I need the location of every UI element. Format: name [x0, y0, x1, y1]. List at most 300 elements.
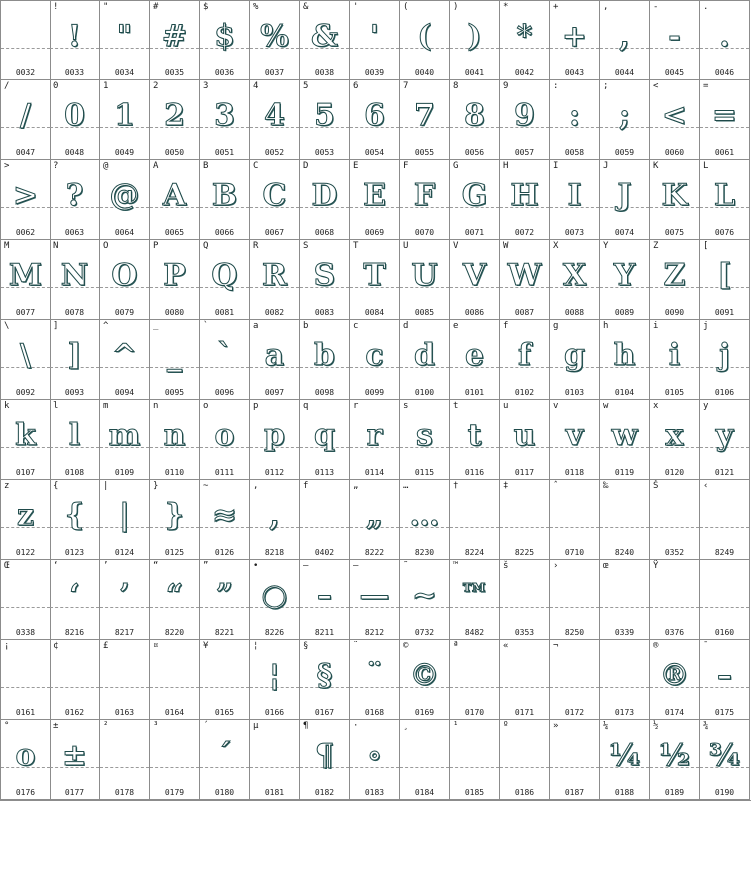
- baseline-guide: [1, 607, 50, 608]
- character-label: …: [403, 481, 409, 491]
- character-code: 8250: [564, 628, 585, 637]
- character-label: w: [603, 401, 609, 411]
- baseline-guide: [200, 687, 249, 688]
- character-label: R: [253, 241, 259, 251]
- glyph-cell: [300, 320, 350, 400]
- character-label: ¤: [153, 641, 159, 651]
- glyph-sample: ": [116, 19, 133, 54]
- character-label: Œ: [4, 561, 10, 571]
- glyph-cell: [550, 240, 600, 320]
- character-code: 0085: [414, 308, 435, 317]
- glyph-sample: C: [262, 178, 287, 213]
- glyph-cell: [100, 320, 150, 400]
- character-code: 0175: [714, 708, 735, 717]
- character-label: ¢: [53, 641, 59, 651]
- character-code: 0061: [714, 148, 735, 157]
- baseline-guide: [50, 687, 99, 688]
- character-label: n: [153, 401, 159, 411]
- glyph-sample: F: [413, 178, 436, 213]
- glyph-sample: $: [214, 19, 235, 54]
- character-code: 0101: [464, 388, 485, 397]
- character-code: 0173: [614, 708, 635, 717]
- character-label: ¥: [203, 641, 209, 651]
- character-label: ¯: [703, 641, 709, 651]
- glyph-sample: ´: [217, 738, 232, 773]
- glyph-sample: ‘: [69, 578, 80, 613]
- glyph-sample: b: [314, 338, 335, 373]
- glyph-sample: S: [313, 258, 336, 293]
- glyph-sample: r: [366, 418, 383, 453]
- character-label: ›: [553, 561, 559, 571]
- glyph-sample: 4: [264, 98, 285, 133]
- character-label: 6: [353, 81, 359, 91]
- character-label: Ÿ: [653, 561, 659, 571]
- glyph-sample: M: [8, 258, 43, 293]
- glyph-cell: [200, 560, 250, 640]
- glyph-sample: ©: [409, 658, 440, 693]
- glyph-sample: 6: [364, 98, 385, 133]
- glyph-cell: [150, 400, 200, 480]
- character-code: 0052: [264, 148, 285, 157]
- glyph-sample: .: [719, 19, 730, 54]
- glyph-sample: 9: [514, 98, 535, 133]
- glyph-sample: \: [20, 338, 31, 373]
- character-code: 0164: [164, 708, 185, 717]
- glyph-sample: ?: [65, 178, 84, 213]
- glyph-sample: l: [68, 418, 81, 453]
- character-label: ’: [103, 561, 109, 571]
- glyph-sample: ): [467, 19, 482, 54]
- character-label: f: [303, 481, 309, 491]
- character-label: <: [653, 81, 659, 91]
- character-code: 0075: [664, 228, 685, 237]
- character-code: 0118: [564, 468, 585, 477]
- character-label: o: [203, 401, 209, 411]
- character-label: ‰: [603, 481, 609, 491]
- character-label: „: [353, 481, 359, 491]
- character-label: ¡: [4, 641, 10, 651]
- glyph-cell: [700, 400, 750, 480]
- glyph-cell: [150, 0, 200, 80]
- glyph-sample: K: [661, 178, 688, 213]
- character-code: 0040: [414, 68, 435, 77]
- character-code: 0353: [514, 628, 535, 637]
- character-label: º: [503, 721, 509, 731]
- character-code: 0176: [15, 788, 36, 797]
- glyph-cell: [50, 320, 100, 400]
- glyph-cell: [250, 400, 300, 480]
- glyph-sample: v: [565, 418, 584, 453]
- character-label: °: [4, 721, 10, 731]
- character-code: 8230: [414, 548, 435, 557]
- character-code: 0096: [214, 388, 235, 397]
- character-code: 0172: [564, 708, 585, 717]
- baseline-guide: [600, 607, 649, 608]
- character-code: 8211: [314, 628, 335, 637]
- glyph-sample: e: [464, 338, 485, 373]
- glyph-sample: 3: [214, 98, 235, 133]
- character-code: 0088: [564, 308, 585, 317]
- glyph-cell: [450, 480, 500, 560]
- baseline-guide: [100, 687, 149, 688]
- glyph-cell: [200, 480, 250, 560]
- glyph-sample: y: [715, 418, 734, 453]
- character-label: 1: [103, 81, 109, 91]
- glyph-sample: h: [613, 338, 636, 373]
- glyph-cell: [150, 560, 200, 640]
- glyph-cell: [450, 160, 500, 240]
- character-code: 0123: [64, 548, 85, 557]
- character-label: M: [4, 241, 10, 251]
- character-code: 0081: [214, 308, 235, 317]
- glyph-sample: @: [109, 178, 140, 213]
- character-label: E: [353, 161, 359, 171]
- glyph-cell: [50, 80, 100, 160]
- glyph-sample: {: [64, 498, 85, 533]
- character-label: :: [553, 81, 559, 91]
- character-label: ?: [53, 161, 59, 171]
- character-code: 0082: [264, 308, 285, 317]
- character-label: •: [253, 561, 259, 571]
- glyph-sample: =: [711, 98, 738, 133]
- character-code: 0116: [464, 468, 485, 477]
- glyph-sample: 7: [414, 98, 435, 133]
- glyph-cell: [150, 320, 200, 400]
- character-code: 0089: [614, 308, 635, 317]
- character-code: 0090: [664, 308, 685, 317]
- character-code: 8218: [264, 548, 285, 557]
- glyph-sample: —: [359, 578, 390, 613]
- baseline-guide: [650, 527, 699, 528]
- glyph-cell: [350, 80, 400, 160]
- glyph-sample: x: [665, 418, 684, 453]
- character-code: 0095: [164, 388, 185, 397]
- glyph-cell: [0, 640, 51, 720]
- glyph-sample: N: [60, 258, 89, 293]
- glyph-sample: L: [713, 178, 736, 213]
- glyph-cell: [300, 160, 350, 240]
- character-code: 0174: [664, 708, 685, 717]
- glyph-cell: [600, 400, 650, 480]
- character-code: 0181: [264, 788, 285, 797]
- glyph-sample: Q: [211, 258, 238, 293]
- character-label: ,: [253, 481, 259, 491]
- baseline-guide: [500, 687, 549, 688]
- character-label: ™: [453, 561, 459, 571]
- glyph-cell: [450, 80, 500, 160]
- glyph-cell: [100, 480, 150, 560]
- glyph-sample: ': [369, 19, 380, 54]
- character-label: G: [453, 161, 459, 171]
- glyph-cell: [350, 160, 400, 240]
- glyph-cell: [250, 160, 300, 240]
- character-label: r: [353, 401, 359, 411]
- character-code: 0338: [15, 628, 36, 637]
- glyph-sample: >: [12, 178, 39, 213]
- glyph-sample: [: [717, 258, 732, 293]
- character-code: 8212: [364, 628, 385, 637]
- glyph-sample: ,: [269, 498, 280, 533]
- glyph-sample: (: [417, 19, 432, 54]
- glyph-sample: ¼: [608, 738, 641, 773]
- character-code: 0059: [614, 148, 635, 157]
- character-label: @: [103, 161, 109, 171]
- character-code: 0039: [364, 68, 385, 77]
- character-label: q: [303, 401, 309, 411]
- glyph-cell: [650, 560, 700, 640]
- character-code: 0093: [64, 388, 85, 397]
- character-label: D: [303, 161, 309, 171]
- character-code: 0034: [114, 68, 135, 77]
- glyph-sample: ;: [618, 98, 631, 133]
- character-code: 0104: [614, 388, 635, 397]
- glyph-cell: [300, 560, 350, 640]
- glyph-cell: [200, 640, 250, 720]
- glyph-cell: [150, 720, 200, 800]
- character-label: z: [4, 481, 10, 491]
- character-label: |: [103, 481, 109, 491]
- character-label: \: [4, 321, 10, 331]
- character-code: 0077: [15, 308, 36, 317]
- character-label: #: [153, 2, 159, 12]
- character-label: H: [503, 161, 509, 171]
- glyph-cell: [650, 480, 700, 560]
- glyph-cell: [600, 320, 650, 400]
- glyph-cell: [150, 80, 200, 160]
- character-code: 8217: [114, 628, 135, 637]
- glyph-cell: [200, 720, 250, 800]
- character-label: 8: [453, 81, 459, 91]
- character-code: 0108: [64, 468, 85, 477]
- glyph-cell: [500, 240, 550, 320]
- glyph-cell: [700, 720, 750, 800]
- character-label: ": [103, 2, 109, 12]
- glyph-cell: [650, 640, 700, 720]
- glyph-sample: u: [513, 418, 536, 453]
- glyph-cell: [50, 720, 100, 800]
- character-code: 0094: [114, 388, 135, 397]
- baseline-guide: [250, 767, 299, 768]
- character-label: 5: [303, 81, 309, 91]
- character-code: 0179: [164, 788, 185, 797]
- glyph-cell: [200, 160, 250, 240]
- character-code: 0053: [314, 148, 335, 157]
- glyph-sample: k: [15, 418, 36, 453]
- glyph-cell: [0, 720, 51, 800]
- character-code: 0043: [564, 68, 585, 77]
- glyph-sample: %: [260, 19, 289, 54]
- glyph-sample: n: [163, 418, 186, 453]
- glyph-sample: ,: [619, 19, 630, 54]
- character-label: ª: [453, 641, 459, 651]
- character-label: J: [603, 161, 609, 171]
- glyph-cell: [250, 720, 300, 800]
- baseline-guide: [550, 767, 599, 768]
- character-label: ¼: [603, 721, 609, 731]
- character-label: ³: [153, 721, 159, 731]
- character-code: 0190: [714, 788, 735, 797]
- glyph-sample: T: [363, 258, 386, 293]
- character-label: £: [103, 641, 109, 651]
- character-label: ´: [203, 721, 209, 731]
- glyph-sample: !: [67, 19, 82, 54]
- glyph-sample: ’: [119, 578, 130, 613]
- character-label: W: [503, 241, 509, 251]
- character-code: 0033: [64, 68, 85, 77]
- glyph-cell: [600, 560, 650, 640]
- baseline-guide: [300, 527, 349, 528]
- glyph-cell: [650, 400, 700, 480]
- character-code: 0125: [164, 548, 185, 557]
- character-label: ¾: [703, 721, 709, 731]
- glyph-cell: [250, 0, 300, 80]
- character-code: 0121: [714, 468, 735, 477]
- glyph-cell: [350, 240, 400, 320]
- glyph-cell: [400, 400, 450, 480]
- glyph-cell: [50, 0, 100, 80]
- glyph-sample: ^: [111, 338, 138, 373]
- character-label: k: [4, 401, 10, 411]
- baseline-guide: [500, 767, 549, 768]
- baseline-guide: [500, 527, 549, 528]
- character-label: P: [153, 241, 159, 251]
- glyph-cell: [150, 160, 200, 240]
- glyph-sample: f: [518, 338, 531, 373]
- character-code: 0120: [664, 468, 685, 477]
- character-label: 4: [253, 81, 259, 91]
- glyph-cell: [700, 0, 750, 80]
- glyph-cell: [50, 480, 100, 560]
- character-code: 0161: [15, 708, 36, 717]
- glyph-cell: [300, 480, 350, 560]
- glyph-cell: [250, 80, 300, 160]
- character-label: 7: [403, 81, 409, 91]
- character-code: 0084: [364, 308, 385, 317]
- character-code: 0111: [214, 468, 235, 477]
- character-label: +: [553, 2, 559, 12]
- glyph-cell: [50, 160, 100, 240]
- glyph-cell: [350, 720, 400, 800]
- baseline-guide: [700, 607, 749, 608]
- character-label: &: [303, 2, 309, 12]
- baseline-guide: [100, 767, 149, 768]
- character-code: 0066: [214, 228, 235, 237]
- character-code: 0168: [364, 708, 385, 717]
- character-label: ¦: [253, 641, 259, 651]
- character-code: 0060: [664, 148, 685, 157]
- character-code: 0079: [114, 308, 135, 317]
- glyph-sample: §: [316, 658, 333, 693]
- character-code: 0038: [314, 68, 335, 77]
- character-code: 0091: [714, 308, 735, 317]
- glyph-cell: [450, 400, 500, 480]
- glyph-cell: [400, 320, 450, 400]
- glyph-cell: [700, 560, 750, 640]
- character-label: U: [403, 241, 409, 251]
- character-label: T: [353, 241, 359, 251]
- glyph-sample: H: [510, 178, 539, 213]
- character-label: 2: [153, 81, 159, 91]
- glyph-sample: P: [163, 258, 186, 293]
- character-label: j: [703, 321, 709, 331]
- glyph-cell: [550, 480, 600, 560]
- glyph-cell: [450, 320, 500, 400]
- character-code: 0183: [364, 788, 385, 797]
- glyph-cell: [650, 720, 700, 800]
- glyph-cell: [550, 160, 600, 240]
- glyph-cell: [250, 560, 300, 640]
- glyph-cell: [400, 640, 450, 720]
- character-code: 0122: [15, 548, 36, 557]
- character-code: 0107: [15, 468, 36, 477]
- character-code: 0050: [164, 148, 185, 157]
- glyph-sample: Y: [613, 258, 636, 293]
- character-code: 0046: [714, 68, 735, 77]
- glyph-cell: [0, 480, 51, 560]
- character-label: š: [503, 561, 509, 571]
- glyph-sample: –: [317, 578, 332, 613]
- glyph-sample: m: [108, 418, 141, 453]
- character-code: 0048: [64, 148, 85, 157]
- glyph-cell: [300, 720, 350, 800]
- glyph-cell: [400, 720, 450, 800]
- character-code: 0051: [214, 148, 235, 157]
- glyph-cell: [700, 320, 750, 400]
- character-label: {: [53, 481, 59, 491]
- character-code: 0115: [414, 468, 435, 477]
- character-code: 0170: [464, 708, 485, 717]
- glyph-cell: [450, 640, 500, 720]
- glyph-sample: U: [411, 258, 438, 293]
- baseline-guide: [450, 767, 499, 768]
- glyph-cell: [450, 240, 500, 320]
- glyph-cell: [650, 240, 700, 320]
- glyph-cell: [550, 80, 600, 160]
- character-code: 0065: [164, 228, 185, 237]
- glyph-sample: A: [162, 178, 187, 213]
- glyph-sample: g: [564, 338, 585, 373]
- glyph-sample: s: [416, 418, 433, 453]
- glyph-cell: [350, 640, 400, 720]
- glyph-sample: ¾: [708, 738, 741, 773]
- glyph-cell: [550, 400, 600, 480]
- character-label: x: [653, 401, 659, 411]
- character-label: 0: [53, 81, 59, 91]
- character-label: $: [203, 2, 209, 12]
- character-label: %: [253, 2, 259, 12]
- glyph-cell: [500, 480, 550, 560]
- character-label: ®: [653, 641, 659, 651]
- character-label: “: [153, 561, 159, 571]
- glyph-cell: [500, 160, 550, 240]
- character-label: *: [503, 2, 509, 12]
- glyph-sample: 1: [114, 98, 135, 133]
- baseline-guide: [700, 527, 749, 528]
- character-code: 0087: [514, 308, 535, 317]
- character-code: 0073: [564, 228, 585, 237]
- glyph-cell: [100, 0, 150, 80]
- character-label: O: [103, 241, 109, 251]
- character-code: 0189: [664, 788, 685, 797]
- character-label: ¨: [353, 641, 359, 651]
- glyph-sample: t: [467, 418, 482, 453]
- glyph-cell: [400, 0, 450, 80]
- glyph-cell: [200, 400, 250, 480]
- character-label: N: [53, 241, 59, 251]
- glyph-sample: ¨: [367, 658, 382, 693]
- character-label: ;: [603, 81, 609, 91]
- glyph-cell: [250, 480, 300, 560]
